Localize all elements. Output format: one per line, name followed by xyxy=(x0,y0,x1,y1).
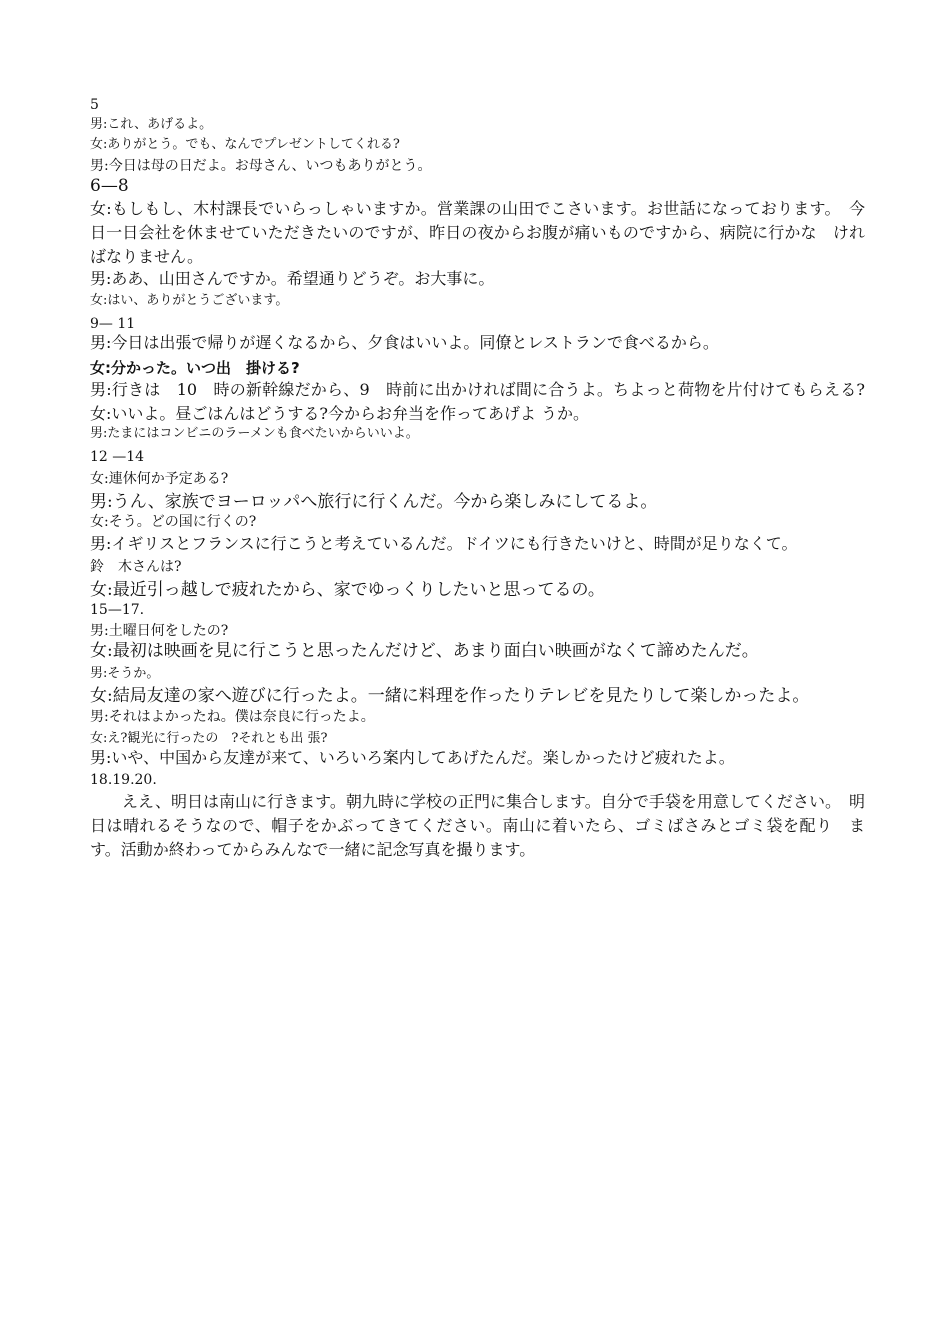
dialogue-line: 男:今日は母の日だよ。お母さん、いつもありがとう。 xyxy=(90,157,432,174)
dialogue-paragraph: 女:もしもし、木村課長でいらっしゃいますか。営業課の山田でこさいます。お世話になっております。 今日一日会社を休ませていただきたいのですが、昨日の夜からお腹が痛いものですから、病院に行かな ければなりません。 xyxy=(90,199,865,267)
dialogue-line: 男:うん、家族でヨーロッパへ旅行に行くんだ。今から楽しみにしてるよ。 xyxy=(90,491,658,512)
dialogue-line: 男:土曜日何をしたの? xyxy=(90,623,229,640)
dialogue-line: 男:これ、あげるよ。 xyxy=(90,117,213,133)
dialogue-line: 男:イギリスとフランスに行こうと考えているんだ。ドイツにも行きたいけと、時間が足りなくて。 xyxy=(90,533,798,553)
section-heading-5: 5 xyxy=(90,97,99,113)
section-heading-9-11: 9— 11 xyxy=(90,315,136,332)
section-heading-12-14: 12 —14 xyxy=(90,449,145,466)
section-heading-6-8: 6—8 xyxy=(90,176,129,197)
dialogue-line: 女:最近引っ越しで疲れたから、家でゆっくりしたいと思ってるの。 xyxy=(90,579,605,600)
dialogue-line: 男:そうか。 xyxy=(90,665,160,681)
dialogue-line: 男:それはよかったね。僕は奈良に行ったよ。 xyxy=(90,708,375,725)
dialogue-line: 女:連休何か予定ある? xyxy=(90,470,229,487)
dialogue-line: 鈴 木さんは? xyxy=(90,558,182,575)
dialogue-line: 女:え?観光に行ったの ?それとも出 張? xyxy=(90,730,328,746)
dialogue-line: 女:はい、ありがとうございます。 xyxy=(90,293,289,309)
dialogue-line: 男:たまにはコンビニのラーメンも食べたいからいいよ。 xyxy=(90,426,419,442)
dialogue-line: 男:いや、中国から友達が来て、いろいろ案内してあげたんだ。楽しかったけど疲れたよ。 xyxy=(90,747,735,767)
announcement-paragraph: ええ、明日は南山に行きます。朝九時に学校の正門に集合します。自分で手袋を用意してください。 明日は晴れるそうなので、帽子をかぶってきてください。南山に着いたら、ゴミばさみとゴミ袋を配り ます。活動か終わってからみんなで一緒に記念写真を撮ります。 xyxy=(90,791,865,859)
dialogue-line: 女:そう。どの国に行くの? xyxy=(90,513,257,530)
dialogue-line: 女:ありがとう。でも、なんでプレゼントしてくれる? xyxy=(90,137,400,153)
section-heading-18-20: 18.19.20. xyxy=(90,772,157,789)
dialogue-paragraph: 男:行きは 10 時の新幹線だから、9 時前に出かければ間に合うよ。ちよっと荷物を片付けてもらえる? 女:いいよ。昼ごはんはどうする?今からお弁当を作ってあげよ うか。 xyxy=(90,380,882,424)
dialogue-line: 男:今日は出張で帰りが遅くなるから、夕食はいいよ。同僚とレストランで食べるから。 xyxy=(90,333,719,353)
dialogue-line: 女:最初は映画を見に行こうと思ったんだけど、あまり面白い映画がなくて諦めたんだ。 xyxy=(90,641,759,662)
dialogue-line: 女:分かった。いつ出 掛ける? xyxy=(90,358,300,377)
transcript-document xyxy=(90,96,882,862)
section-heading-15-17: 15—17. xyxy=(90,602,145,619)
dialogue-line: 男:ああ、山田さんですか。希望通りどうぞ。お大事に。 xyxy=(90,269,495,289)
dialogue-line: 女:結局友達の家へ遊びに行ったよ。一緒に料理を作ったりテレビを見たりして楽しかったよ。 xyxy=(90,686,810,707)
